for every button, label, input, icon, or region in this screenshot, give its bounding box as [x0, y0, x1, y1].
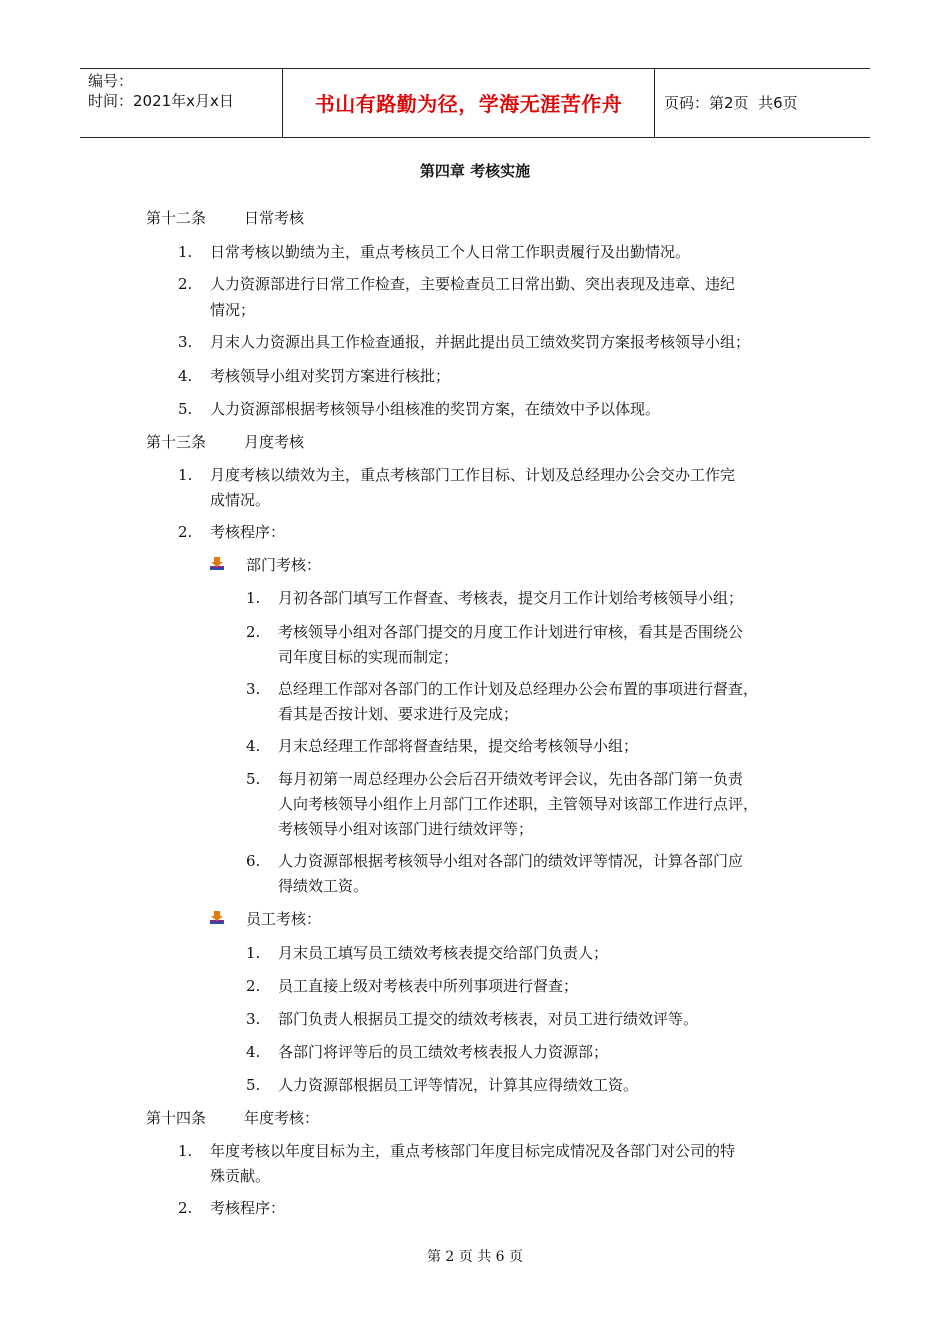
- item-text: 看其是否按计划、要求进行及完成；: [278, 705, 519, 723]
- item-text: 每月初第一周总经理办公会后召开绩效考评会议，先由各部门第一负责: [278, 770, 744, 788]
- item-text: 人力资源部根据考核领导小组对各部门的绩效评等情况，计算各部门应: [278, 852, 744, 870]
- item-text: 月末员工填写员工绩效考核表提交给部门负责人；: [278, 944, 609, 962]
- item-text: 人力资源部进行日常工作检查，主要检查员工日常出勤、突出表现及违章、违纪: [210, 275, 736, 293]
- article-title: 年度考核：: [244, 1109, 320, 1127]
- item-text: 考核领导小组对奖罚方案进行核批；: [210, 367, 451, 385]
- arrow-down-bullet-icon: [210, 557, 224, 571]
- item-text: 情况；: [210, 301, 256, 319]
- item-number: 5.: [178, 400, 193, 418]
- item-number: 5.: [246, 770, 261, 788]
- arrow-down-bullet-icon: [210, 911, 224, 925]
- article-heading: [146, 430, 305, 454]
- article-title: 日常考核: [244, 209, 305, 227]
- article-number: 第十二条: [146, 209, 207, 227]
- item-text: 考核领导小组对各部门提交的月度工作计划进行审核，看其是否围绕公: [278, 623, 744, 641]
- date-label: 时间：2021年x月x日: [88, 92, 234, 110]
- item-number: 4.: [178, 367, 193, 385]
- article-title: 月度考核: [244, 433, 305, 451]
- item-text: 殊贡献。: [210, 1167, 271, 1185]
- item-text: 部门负责人根据员工提交的绩效考核表，对员工进行绩效评等。: [278, 1010, 699, 1028]
- item-number: 2.: [246, 623, 261, 641]
- item-number: 2.: [178, 275, 193, 293]
- item-text: 司年度目标的实现而制定；: [278, 648, 459, 666]
- article-number: 第十三条: [146, 433, 207, 451]
- item-number: 3.: [246, 680, 261, 698]
- group-title: 部门考核：: [246, 556, 322, 574]
- item-number: 3.: [246, 1010, 261, 1028]
- item-text: 总经理工作部对各部门的工作计划及总经理办公会布置的事项进行督查，: [278, 680, 759, 698]
- group-title: 员工考核：: [246, 910, 322, 928]
- item-text: 各部门将评等后的员工绩效考核表报人力资源部；: [278, 1043, 609, 1061]
- item-text: 考核程序：: [210, 1199, 286, 1217]
- article-heading: [146, 1106, 320, 1130]
- item-text: 员工直接上级对考核表中所列事项进行督查；: [278, 977, 579, 995]
- chapter-title: 第四章 考核实施: [419, 162, 531, 180]
- item-number: 2.: [178, 1199, 193, 1217]
- item-number: 3.: [178, 333, 193, 351]
- item-number: 2.: [246, 977, 261, 995]
- item-number: 6.: [246, 852, 261, 870]
- page-footer: 第 2 页 共 6 页: [426, 1249, 524, 1265]
- header-meta: [80, 69, 282, 137]
- item-text: 人力资源部根据员工评等情况，计算其应得绩效工资。: [278, 1076, 639, 1094]
- item-text: 日常考核以勤绩为主，重点考核员工个人日常工作职责履行及出勤情况。: [210, 243, 691, 261]
- page-label: 页码：第2页 共6页: [664, 94, 798, 112]
- item-number: 1.: [246, 589, 261, 607]
- item-text: 人向考核领导小组作上月部门工作述职，主管领导对该部工作进行点评，: [278, 795, 759, 813]
- item-text: 月初各部门填写工作督查、考核表，提交月工作计划给考核领导小组；: [278, 589, 744, 607]
- item-text: 考核领导小组对该部门进行绩效评等；: [278, 820, 534, 838]
- item-text: 年度考核以年度目标为主，重点考核部门年度目标完成情况及各部门对公司的特: [210, 1142, 736, 1160]
- item-number: 4.: [246, 737, 261, 755]
- article-heading: [146, 206, 305, 230]
- item-number: 1.: [178, 243, 193, 261]
- header-motto-cell: [282, 69, 655, 137]
- item-text: 考核程序：: [210, 523, 286, 541]
- article-number: 第十四条: [146, 1109, 207, 1127]
- item-number: 1.: [246, 944, 261, 962]
- code-label: 编号：: [88, 72, 134, 90]
- item-text: 成情况。: [210, 491, 271, 509]
- item-number: 1.: [178, 1142, 193, 1160]
- page-header: [80, 68, 870, 138]
- item-number: 1.: [178, 466, 193, 484]
- item-text: 月末人力资源出具工作检查通报，并据此提出员工绩效奖罚方案报考核领导小组；: [210, 333, 751, 351]
- item-number: 2.: [178, 523, 193, 541]
- item-number: 4.: [246, 1043, 261, 1061]
- item-text: 月度考核以绩效为主，重点考核部门工作目标、计划及总经理办公会交办工作完: [210, 466, 736, 484]
- item-text: 月末总经理工作部将督查结果，提交给考核领导小组；: [278, 737, 639, 755]
- item-number: 5.: [246, 1076, 261, 1094]
- item-text: 人力资源部根据考核领导小组核准的奖罚方案，在绩效中予以体现。: [210, 400, 661, 418]
- item-text: 得绩效工资。: [278, 877, 369, 895]
- motto: 书山有路勤为径，学海无涯苦作舟: [314, 92, 623, 116]
